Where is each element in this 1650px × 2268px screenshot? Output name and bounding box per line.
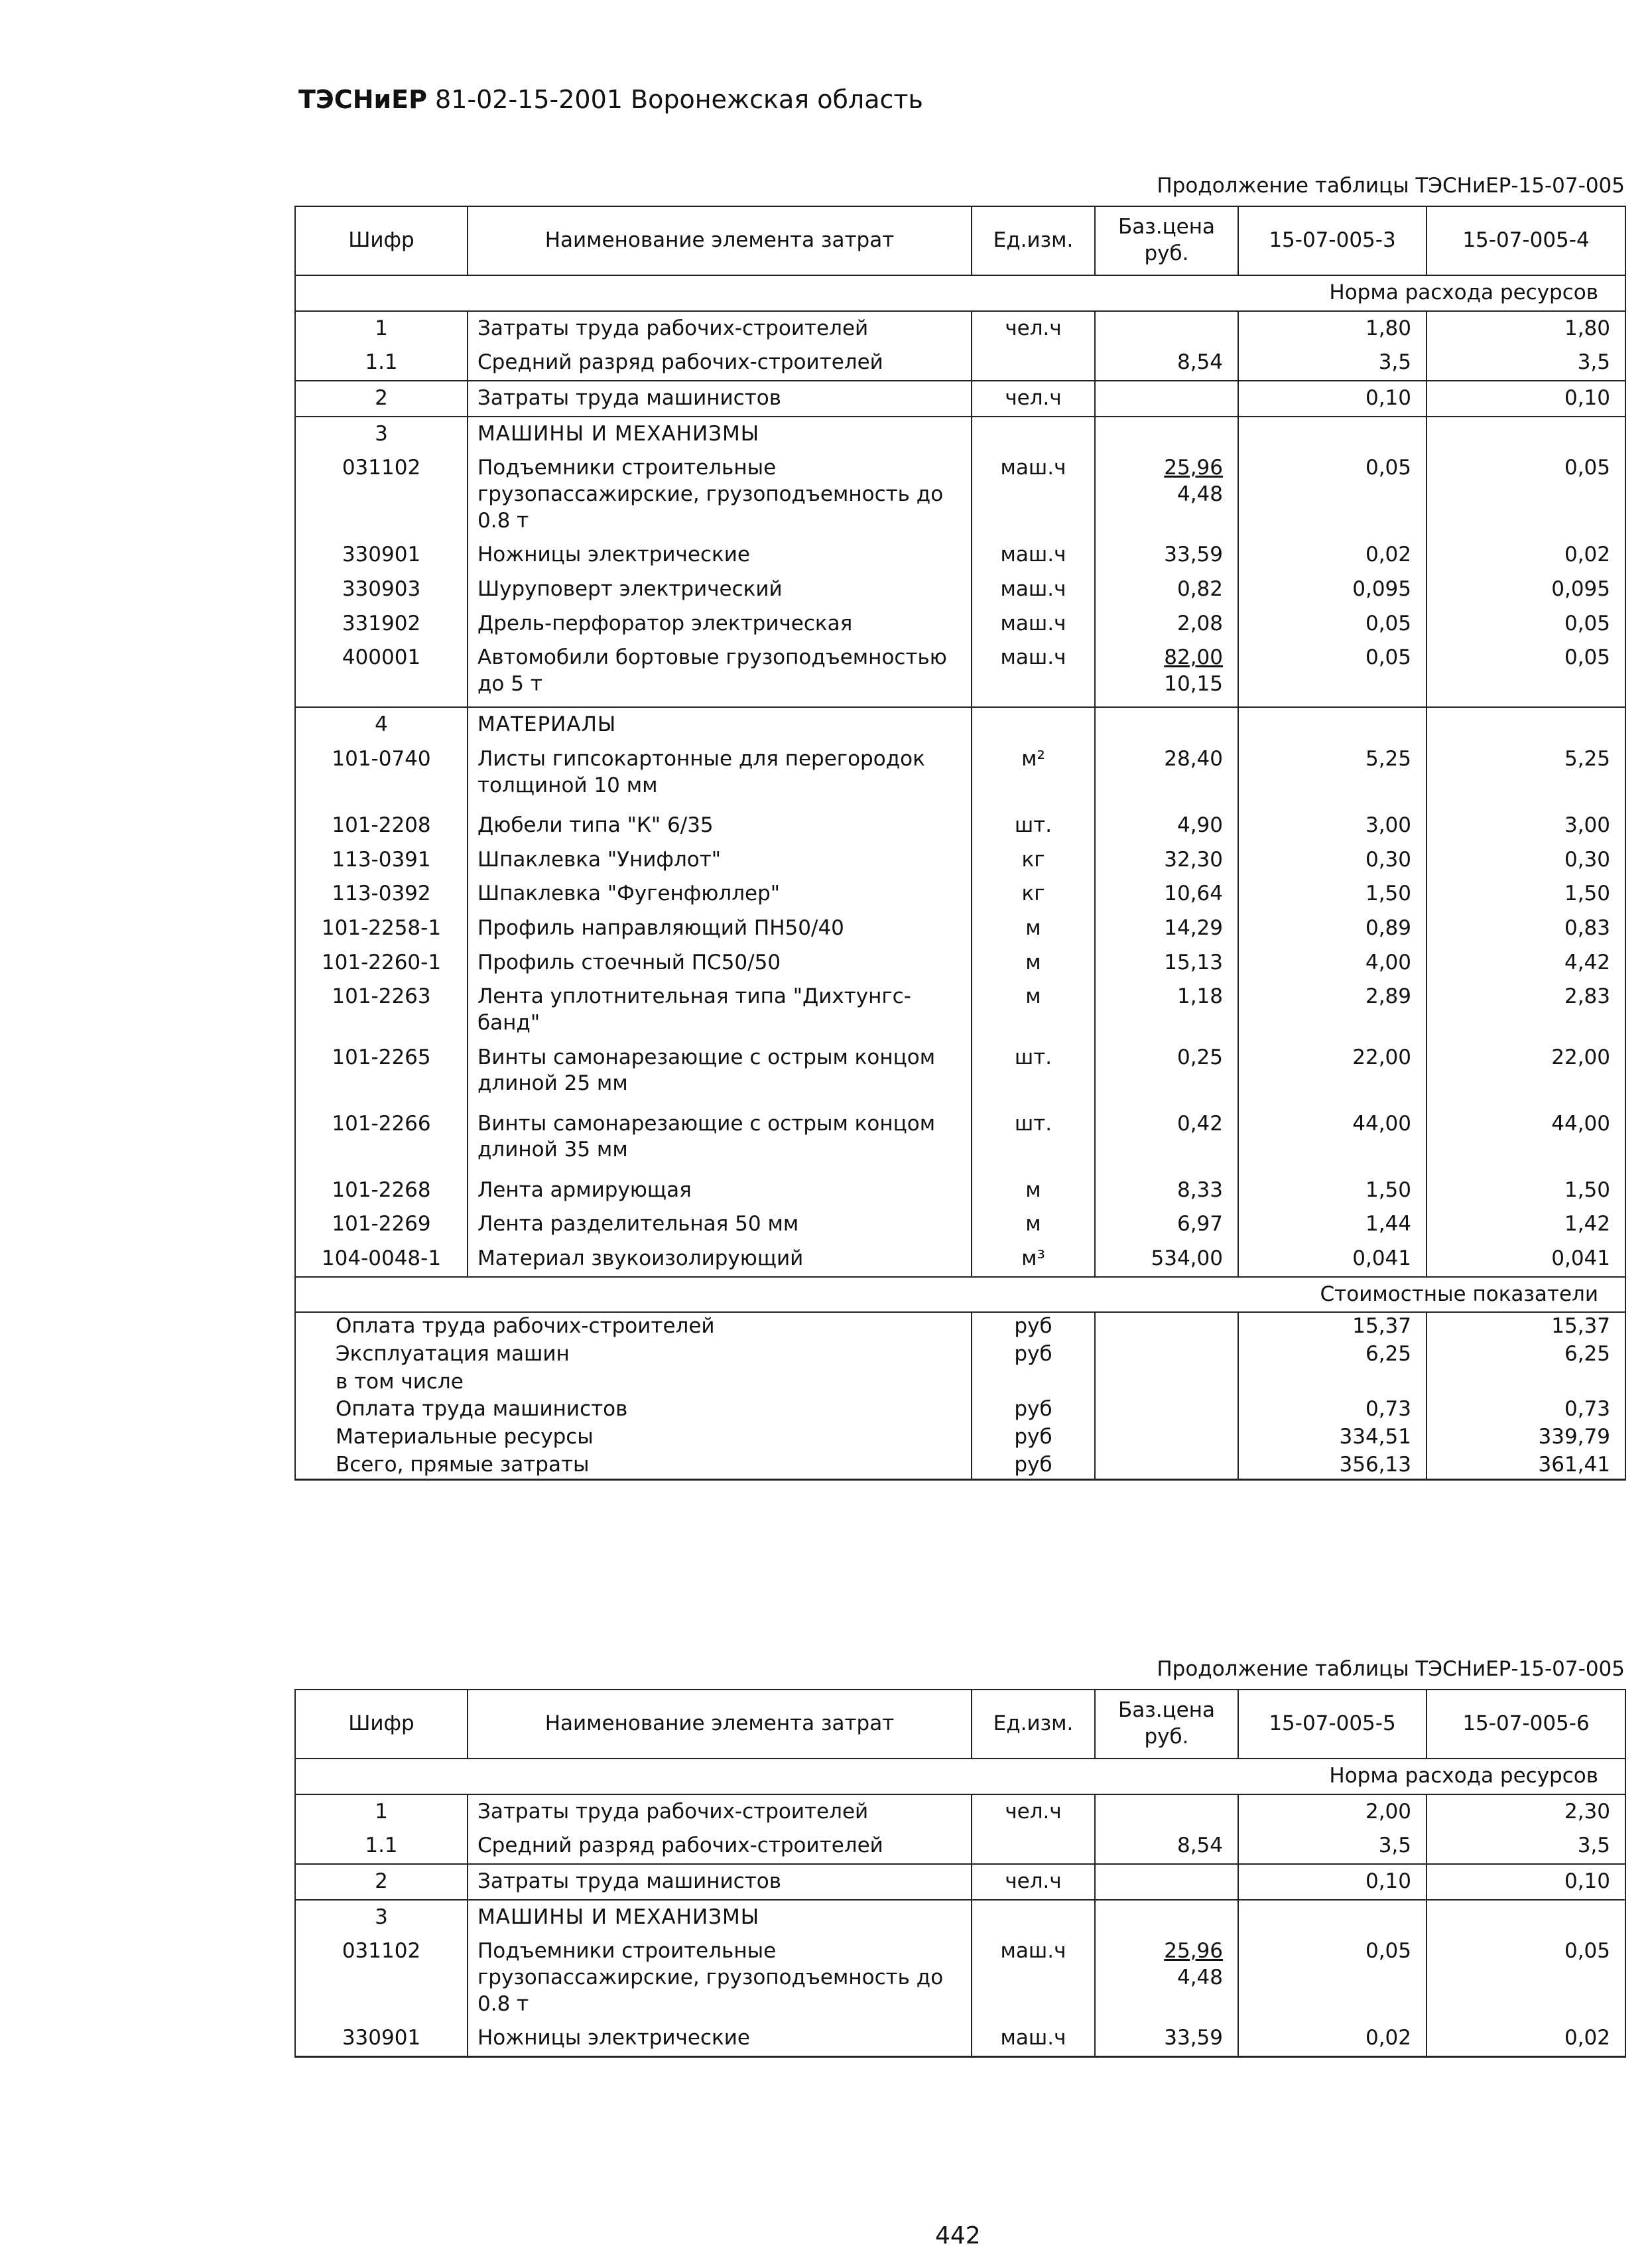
row-code: 101-2258-1 — [295, 911, 468, 946]
row-name: Затраты труда рабочих-строителей — [468, 311, 972, 346]
summary-unit: руб — [972, 1451, 1095, 1480]
table-row — [295, 311, 1625, 346]
row-unit — [972, 1829, 1095, 1864]
row-price — [1095, 1107, 1238, 1173]
table-row — [295, 946, 1625, 980]
summary-empty — [1095, 1424, 1238, 1451]
row-price — [1095, 641, 1238, 707]
row-unit: м — [972, 946, 1095, 980]
row-name: Дрель-перфоратор электрическая — [468, 607, 972, 641]
row-norm-2: 1,50 — [1427, 1173, 1625, 1208]
table-row — [295, 1242, 1625, 1277]
row-price — [1095, 346, 1238, 381]
row-unit — [972, 707, 1095, 742]
row-name: Затраты труда машинистов — [468, 381, 972, 417]
row-price-value: 8,54 — [1176, 350, 1223, 375]
table2-continuation: Продолжение таблицы ТЭСНиЕР-15-07-005 — [1157, 1657, 1625, 1681]
row-norm-2: 0,05 — [1427, 451, 1625, 538]
page-header — [298, 85, 923, 114]
summary-unit: руб — [972, 1424, 1095, 1451]
row-name: Дюбели типа "К" 6/35 — [468, 809, 972, 843]
row-price-secondary: 4,48 — [1176, 1966, 1223, 1990]
row-norm-2: 3,5 — [1427, 346, 1625, 381]
summary-unit: руб — [972, 1396, 1095, 1424]
table-row — [295, 1829, 1625, 1864]
row-price-value: 14,29 — [1164, 916, 1223, 941]
row-unit: м — [972, 980, 1095, 1040]
row-norm-1: 1,44 — [1238, 1207, 1427, 1242]
row-code: 4 — [295, 707, 468, 742]
row-unit: чел.ч — [972, 1864, 1095, 1900]
row-norm-2: 2,30 — [1427, 1794, 1625, 1830]
row-price — [1095, 1041, 1238, 1107]
row-price — [1095, 742, 1238, 809]
row-price-value: 32,30 — [1164, 847, 1223, 872]
row-price — [1095, 1864, 1238, 1900]
row-price-value: 8,33 — [1176, 1177, 1223, 1202]
row-norm-2: 1,80 — [1427, 311, 1625, 346]
row-norm-1: 0,02 — [1238, 2021, 1427, 2056]
row-code: 101-2208 — [295, 809, 468, 843]
row-norm-2 — [1427, 417, 1625, 452]
row-price-value: 8,54 — [1176, 1834, 1223, 1858]
row-norm-1: 3,5 — [1238, 346, 1427, 381]
row-code: 330903 — [295, 572, 468, 607]
summary-unit: руб — [972, 1341, 1095, 1368]
row-price — [1095, 1829, 1238, 1864]
row-price — [1095, 2021, 1238, 2056]
row-unit: маш.ч — [972, 451, 1095, 538]
row-norm-1: 1,80 — [1238, 311, 1427, 346]
row-price-value: 6,97 — [1176, 1212, 1223, 1236]
row-name: Листы гипсокартонные для перегородок толщиной 10 мм — [468, 742, 972, 809]
row-unit: шт. — [972, 1041, 1095, 1107]
row-code: 101-0740 — [295, 742, 468, 809]
table-row — [295, 417, 1625, 452]
col-header-norm-1: 15-07-005-5 — [1238, 1690, 1427, 1759]
row-price-value: 0,42 — [1176, 1111, 1223, 1136]
row-norm-1: 3,00 — [1238, 809, 1427, 843]
row-name: Затраты труда машинистов — [468, 1864, 972, 1900]
summary-label: Всего, прямые затраты — [295, 1451, 972, 1480]
row-norm-2: 0,30 — [1427, 843, 1625, 878]
resource-table-2 — [294, 1689, 1626, 2058]
row-unit — [972, 417, 1095, 452]
page-number: 442 — [935, 2222, 981, 2249]
row-norm-1: 2,00 — [1238, 1794, 1427, 1830]
row-code: 1 — [295, 1794, 468, 1830]
row-code: 113-0391 — [295, 843, 468, 878]
row-price — [1095, 572, 1238, 607]
summary-value-2: 15,37 — [1427, 1312, 1625, 1341]
row-price — [1095, 1900, 1238, 1935]
table-row — [295, 641, 1625, 707]
summary-row — [295, 1368, 1625, 1396]
row-norm-1: 1,50 — [1238, 1173, 1427, 1208]
summary-empty — [1095, 1368, 1238, 1396]
row-code: 330901 — [295, 2021, 468, 2056]
row-norm-2: 3,5 — [1427, 1829, 1625, 1864]
row-code: 330901 — [295, 538, 468, 572]
row-norm-2 — [1427, 707, 1625, 742]
summary-empty — [1095, 1341, 1238, 1368]
row-price — [1095, 417, 1238, 452]
row-unit: шт. — [972, 1107, 1095, 1173]
row-unit: кг — [972, 843, 1095, 878]
row-price-value: 28,40 — [1164, 747, 1223, 771]
table-row — [295, 980, 1625, 1040]
summary-value-2 — [1427, 1368, 1625, 1396]
row-price — [1095, 381, 1238, 417]
table-row — [295, 707, 1625, 742]
row-price — [1095, 911, 1238, 946]
row-code: 101-2266 — [295, 1107, 468, 1173]
row-norm-2: 22,00 — [1427, 1041, 1625, 1107]
summary-value-2: 6,25 — [1427, 1341, 1625, 1368]
row-unit: чел.ч — [972, 311, 1095, 346]
row-norm-2: 0,10 — [1427, 381, 1625, 417]
summary-label: Оплата труда рабочих-строителей — [295, 1312, 972, 1341]
summary-empty — [1095, 1451, 1238, 1480]
row-price — [1095, 980, 1238, 1040]
resource-table-1 — [294, 206, 1626, 1481]
row-price-value: 33,59 — [1164, 2026, 1223, 2050]
row-norm-1 — [1238, 1900, 1427, 1935]
col-header-unit: Ед.изм. — [972, 1690, 1095, 1759]
row-norm-2: 0,83 — [1427, 911, 1625, 946]
row-name: Материал звукоизолирующий — [468, 1242, 972, 1277]
row-name: МАТЕРИАЛЫ — [468, 707, 972, 742]
row-norm-1: 0,89 — [1238, 911, 1427, 946]
row-price-value: 2,08 — [1176, 611, 1223, 635]
col-header-code: Шифр — [295, 1690, 468, 1759]
summary-value-1: 356,13 — [1238, 1451, 1427, 1480]
row-unit: м — [972, 1207, 1095, 1242]
row-price-value: 25,96 — [1164, 456, 1223, 480]
row-price — [1095, 843, 1238, 878]
row-norm-1: 0,10 — [1238, 1864, 1427, 1900]
row-unit: чел.ч — [972, 381, 1095, 417]
row-norm-1: 0,05 — [1238, 451, 1427, 538]
table-row — [295, 538, 1625, 572]
summary-value-2: 361,41 — [1427, 1451, 1625, 1480]
row-code: 101-2265 — [295, 1041, 468, 1107]
row-name: Лента армирующая — [468, 1173, 972, 1208]
summary-value-1: 6,25 — [1238, 1341, 1427, 1368]
table-row — [295, 911, 1625, 946]
table1-continuation: Продолжение таблицы ТЭСНиЕР-15-07-005 — [1157, 174, 1625, 198]
row-norm-1: 0,095 — [1238, 572, 1427, 607]
table-row — [295, 607, 1625, 641]
row-norm-1 — [1238, 707, 1427, 742]
row-price — [1095, 1794, 1238, 1830]
table-row — [295, 381, 1625, 417]
row-norm-1: 1,50 — [1238, 877, 1427, 911]
row-norm-2: 4,42 — [1427, 946, 1625, 980]
row-norm-1: 0,05 — [1238, 1934, 1427, 2021]
row-unit: маш.ч — [972, 538, 1095, 572]
row-price-value: 534,00 — [1151, 1246, 1223, 1271]
row-norm-1: 0,05 — [1238, 607, 1427, 641]
summary-row — [295, 1341, 1625, 1368]
row-price — [1095, 538, 1238, 572]
row-norm-2: 0,02 — [1427, 2021, 1625, 2056]
row-norm-1: 0,30 — [1238, 843, 1427, 878]
row-norm-1: 4,00 — [1238, 946, 1427, 980]
row-code: 2 — [295, 381, 468, 417]
table-row — [295, 1900, 1625, 1935]
table-row — [295, 1173, 1625, 1208]
cost-label: Стоимостные показатели — [295, 1277, 1625, 1313]
row-norm-1: 5,25 — [1238, 742, 1427, 809]
row-name: Профиль направляющий ПН50/40 — [468, 911, 972, 946]
row-name: Затраты труда рабочих-строителей — [468, 1794, 972, 1830]
row-code: 331902 — [295, 607, 468, 641]
row-norm-2: 0,05 — [1427, 641, 1625, 707]
row-name: МАШИНЫ И МЕХАНИЗМЫ — [468, 1900, 972, 1935]
row-price — [1095, 809, 1238, 843]
row-unit: маш.ч — [972, 572, 1095, 607]
table-row — [295, 1864, 1625, 1900]
row-price-value: 33,59 — [1164, 543, 1223, 567]
summary-row — [295, 1424, 1625, 1451]
row-norm-2 — [1427, 1900, 1625, 1935]
summary-unit — [972, 1368, 1095, 1396]
summary-label: Эксплуатация машин — [295, 1341, 972, 1368]
row-norm-1: 0,02 — [1238, 538, 1427, 572]
norm-header-row — [295, 275, 1625, 311]
summary-empty — [1095, 1312, 1238, 1341]
row-name: Подъемники строительные грузопассажирские, грузоподъемность до 0.8 т — [468, 451, 972, 538]
summary-value-1 — [1238, 1368, 1427, 1396]
summary-label: в том числе — [295, 1368, 972, 1396]
row-price-value: 15,13 — [1164, 950, 1223, 974]
row-code: 101-2269 — [295, 1207, 468, 1242]
table-row — [295, 1207, 1625, 1242]
row-unit: м — [972, 911, 1095, 946]
col-header-norm-2: 15-07-005-6 — [1427, 1690, 1625, 1759]
row-price-secondary: 4,48 — [1176, 482, 1223, 507]
row-norm-2: 44,00 — [1427, 1107, 1625, 1173]
summary-label: Материальные ресурсы — [295, 1424, 972, 1451]
row-code: 031102 — [295, 451, 468, 538]
row-code: 400001 — [295, 641, 468, 707]
table-row — [295, 742, 1625, 809]
row-norm-2: 1,50 — [1427, 877, 1625, 911]
norm-label: Норма расхода ресурсов — [295, 1759, 1625, 1794]
row-name: Лента разделительная 50 мм — [468, 1207, 972, 1242]
summary-empty — [1095, 1396, 1238, 1424]
row-name: Винты самонарезающие с острым концом длиной 35 мм — [468, 1107, 972, 1173]
row-price — [1095, 877, 1238, 911]
header-title: 81-02-15-2001 Воронежская область — [435, 85, 923, 114]
header-code: ТЭСНиЕР — [298, 85, 427, 114]
row-unit: м² — [972, 742, 1095, 809]
row-norm-2: 5,25 — [1427, 742, 1625, 809]
row-name: Шпаклевка "Фугенфюллер" — [468, 877, 972, 911]
row-norm-1: 22,00 — [1238, 1041, 1427, 1107]
row-code: 1 — [295, 311, 468, 346]
col-header-code: Шифр — [295, 206, 468, 275]
row-norm-2: 0,02 — [1427, 538, 1625, 572]
summary-value-1: 0,73 — [1238, 1396, 1427, 1424]
row-price-value: 0,25 — [1176, 1045, 1223, 1069]
row-price — [1095, 1173, 1238, 1208]
table-row — [295, 843, 1625, 878]
row-unit: маш.ч — [972, 1934, 1095, 2021]
row-norm-2: 0,05 — [1427, 1934, 1625, 2021]
row-name: Профиль стоечный ПС50/50 — [468, 946, 972, 980]
row-norm-1: 44,00 — [1238, 1107, 1427, 1173]
row-name: Шуруповерт электрический — [468, 572, 972, 607]
row-unit — [972, 346, 1095, 381]
table-row — [295, 2021, 1625, 2056]
col-header-price: Баз.цена руб. — [1095, 206, 1238, 275]
col-header-name: Наименование элемента затрат — [468, 1690, 972, 1759]
cost-header-row — [295, 1277, 1625, 1313]
row-price — [1095, 946, 1238, 980]
row-unit — [972, 1900, 1095, 1935]
row-norm-2: 3,00 — [1427, 809, 1625, 843]
row-name: Автомобили бортовые грузоподъемностью до 5 т — [468, 641, 972, 707]
summary-value-1: 15,37 — [1238, 1312, 1427, 1341]
row-norm-1: 0,041 — [1238, 1242, 1427, 1277]
row-code: 3 — [295, 1900, 468, 1935]
row-code: 101-2263 — [295, 980, 468, 1040]
row-norm-1: 2,89 — [1238, 980, 1427, 1040]
row-name: Шпаклевка "Унифлот" — [468, 843, 972, 878]
row-code: 101-2268 — [295, 1173, 468, 1208]
col-header-unit: Ед.изм. — [972, 206, 1095, 275]
table-row — [295, 1934, 1625, 2021]
row-name: Подъемники строительные грузопассажирские, грузоподъемность до 0.8 т — [468, 1934, 972, 2021]
summary-row — [295, 1396, 1625, 1424]
col-header-name: Наименование элемента затрат — [468, 206, 972, 275]
row-norm-2: 0,05 — [1427, 607, 1625, 641]
table-row — [295, 1794, 1625, 1830]
row-norm-1 — [1238, 417, 1427, 452]
row-price — [1095, 1934, 1238, 2021]
row-norm-1: 3,5 — [1238, 1829, 1427, 1864]
row-name: Лента уплотнительная типа "Дихтунгс-банд" — [468, 980, 972, 1040]
row-unit: маш.ч — [972, 641, 1095, 707]
row-unit: чел.ч — [972, 1794, 1095, 1830]
summary-value-2: 339,79 — [1427, 1424, 1625, 1451]
row-code: 3 — [295, 417, 468, 452]
row-price-value: 10,64 — [1164, 882, 1223, 906]
row-unit: м — [972, 1173, 1095, 1208]
row-code: 031102 — [295, 1934, 468, 2021]
row-norm-1: 0,10 — [1238, 381, 1427, 417]
row-price — [1095, 607, 1238, 641]
row-unit: маш.ч — [972, 2021, 1095, 2056]
row-code: 113-0392 — [295, 877, 468, 911]
row-norm-2: 1,42 — [1427, 1207, 1625, 1242]
row-unit: шт. — [972, 809, 1095, 843]
norm-header-row — [295, 1759, 1625, 1794]
row-name: Средний разряд рабочих-строителей — [468, 1829, 972, 1864]
summary-row — [295, 1451, 1625, 1480]
row-code: 104-0048-1 — [295, 1242, 468, 1277]
col-header-norm-2: 15-07-005-4 — [1427, 206, 1625, 275]
table-row — [295, 346, 1625, 381]
row-name: Ножницы электрические — [468, 538, 972, 572]
table-row — [295, 1041, 1625, 1107]
table-row — [295, 451, 1625, 538]
row-norm-2: 0,095 — [1427, 572, 1625, 607]
row-price-value: 25,96 — [1164, 1939, 1223, 1964]
row-code: 1.1 — [295, 1829, 468, 1864]
summary-label: Оплата труда машинистов — [295, 1396, 972, 1424]
summary-row — [295, 1312, 1625, 1341]
table-row — [295, 572, 1625, 607]
col-header-price: Баз.цена руб. — [1095, 1690, 1238, 1759]
row-price — [1095, 451, 1238, 538]
row-price — [1095, 311, 1238, 346]
row-name: Средний разряд рабочих-строителей — [468, 346, 972, 381]
row-name: МАШИНЫ И МЕХАНИЗМЫ — [468, 417, 972, 452]
norm-label: Норма расхода ресурсов — [295, 275, 1625, 311]
row-price-value: 82,00 — [1164, 645, 1223, 670]
table-row — [295, 1107, 1625, 1173]
row-code: 2 — [295, 1864, 468, 1900]
row-price — [1095, 1207, 1238, 1242]
row-name: Ножницы электрические — [468, 2021, 972, 2056]
row-norm-2: 0,041 — [1427, 1242, 1625, 1277]
summary-value-1: 334,51 — [1238, 1424, 1427, 1451]
col-header-norm-1: 15-07-005-3 — [1238, 206, 1427, 275]
row-unit: м³ — [972, 1242, 1095, 1277]
summary-value-2: 0,73 — [1427, 1396, 1625, 1424]
row-norm-2: 2,83 — [1427, 980, 1625, 1040]
row-code: 101-2260-1 — [295, 946, 468, 980]
row-price-value: 0,82 — [1176, 577, 1223, 602]
row-name: Винты самонарезающие с острым концом длиной 25 мм — [468, 1041, 972, 1107]
row-price-value: 4,90 — [1176, 813, 1223, 838]
row-price — [1095, 707, 1238, 742]
row-norm-1: 0,05 — [1238, 641, 1427, 707]
row-price-secondary: 10,15 — [1164, 672, 1223, 697]
row-code: 1.1 — [295, 346, 468, 381]
summary-unit: руб — [972, 1312, 1095, 1341]
row-norm-2: 0,10 — [1427, 1864, 1625, 1900]
row-price — [1095, 1242, 1238, 1277]
table-row — [295, 809, 1625, 843]
row-unit: кг — [972, 877, 1095, 911]
row-unit: маш.ч — [972, 607, 1095, 641]
table-row — [295, 877, 1625, 911]
row-price-value: 1,18 — [1176, 984, 1223, 1009]
